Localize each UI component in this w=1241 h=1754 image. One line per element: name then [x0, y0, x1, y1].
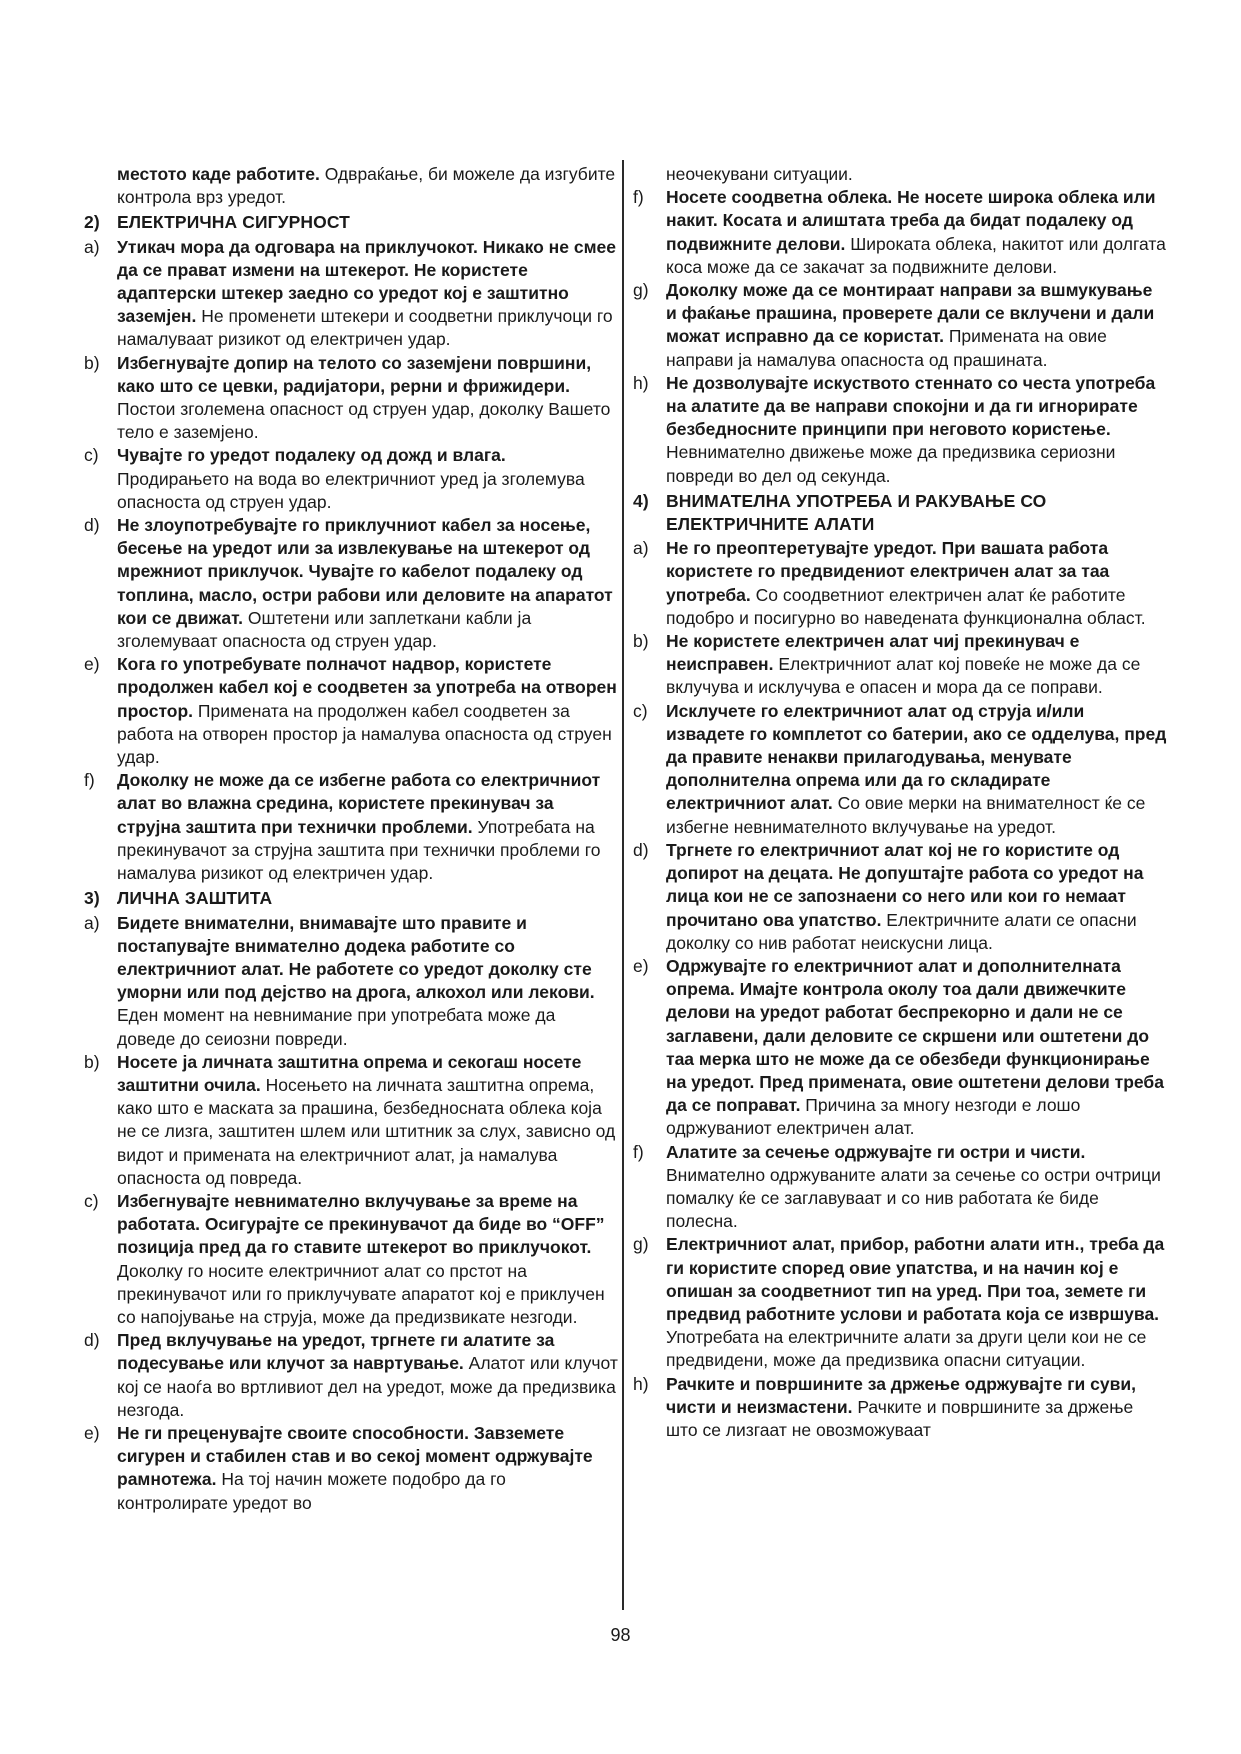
list-item: e) Кога го употребувате полначот надвор, користете продолжен кабел кој е соодветен за употреба на отворен простор. Примената на продолжен кабел соодветен за работа на отворен простор ја намалува опасноста од струен удар. [84, 654, 617, 768]
list-item: g) Доколку може да се монтираат направи за вшмукување и фаќање прашина, проверете дали се вклучени и дали можат исправно да се користат. Примената на овие направи ја намалува опасноста од прашината. [633, 280, 1155, 370]
list-item: a) Утикач мора да одговара на приклучокот. Никако не смее да се прават измени на штекерот. Не користете адаптерски штекер заедно со уредот кој е заштитно заземјен. Не променети штекери и соодветни приклучоци го намалуваат ризикот од електричен удар. [84, 236, 616, 350]
list-item: b) Избегнувајте допир на телото со заземјени површини, како што се цевки, радијатори, рерни и фрижидери. Постои зголемена опасност од струен удар, доколку Вашето тело е заземјено. [84, 352, 611, 443]
list-item: b) Не користете електричен алат чиј прекинувач е неисправен. Електричниот алат кој повеќе не може да се вклучува и исклучува е опасен и мора да се поправи. [633, 631, 1141, 698]
section-heading-personal-protection: 3) ЛИЧНА ЗАШТИТА [84, 888, 273, 909]
list-item: e) Не ги преценувајте своите способности. Завземете сигурен и стабилен став и во секој момент одржувајте рамнотежа. На тој начин можете подобро да го контролирате уредот во [84, 1422, 593, 1513]
list-item: h) Не дозволувајте искуството стеннато со честа употреба на алатите да ве направи спокојни и да ги игнорирате безбедносните принципи при неговото користење. Невнимателно движење може да предизвика сериозни повреди во дел од секунда. [633, 372, 1156, 486]
paragraph-continuation: местото каде работите. Одвраќање, би можеле да изгубите контрола врз уредот. [117, 164, 616, 208]
paragraph-continuation: неочекувани ситуации. [666, 164, 853, 184]
list-item: a) Не го преоптеретувајте уредот. При вашата работа користете го предвидениот електричен алат за таа употреба. Со соодветниот електричен алат ќе работите подобро и посигурно во наведената функционална област. [633, 538, 1146, 628]
list-item: c) Чувајте го уредот подалеку од дожд и влага. Продирањето на вода во електричниот уред ја зголемува опасноста од струен удар. [84, 445, 585, 512]
section-heading-electrical-safety: 2) ЕЛЕКТРИЧНА СИГУРНОСТ [84, 212, 350, 233]
list-item: c) Исклучете го електричниот алат од струја и/или извадете го комплетот со батерии, ако се одделува, пред да правите ненакви прилагодувања, менувате дополнителна опрема или да го складирате електричниот алат. Со овие мерки на внимателност ќе се избегне невнимателното вклучување на уредот. [633, 700, 1167, 837]
list-item: f) Доколку не може да се избегне работа со електричниот алат во влажна средина, користете прекинувач за струјна заштита при технички проблеми. Употребата на прекинувачот за струјна заштита при технички проблеми го намалува ризикот од електричен удар. [84, 770, 601, 884]
list-item: f) Носете соодветна облека. Не носете широка облека или накит. Косата и алиштата треба да бидат подалеку од подвижните делови. Широката облека, накитот или долгата коса може да се закачат за подвижните делови. [633, 187, 1166, 277]
list-item: f) Алатите за сечење одржувајте ги остри и чисти. Внимателно одржуваните алати за сечење со остри очтрици помалку ќе се заглавуваат и со нив работата ќе биде полесна. [633, 1141, 1161, 1232]
left-column [84, 163, 618, 1515]
list-item: b) Носете ја личната заштитна опрема и секогаш носете заштитни очила. Носењето на личната заштитна опрема, како што е маската за прашина, безбедносната облека која не се лизга, заштитен шлем или штитник за слух, зависно од видот и примената на електричниот алат, ја намалува опасноста од повреда. [84, 1051, 616, 1188]
list-item: e) Одржувајте го електричниот алат и дополнителната опрема. Имајте контрола околу тоа дали движечките делови на уредот работат беспрекорно и дали не се заглавени, дали деловите се скршени или оштетени до таа мерка што не може да се обезбеди функционирање на уредот. Пред примената, овие оштетени делови треба да се поправат. Причина за многу незгоди е лошо одржуваниот електричен алат. [633, 955, 1164, 1139]
list-item: g) Електричниот алат, прибор, работни алати итн., треба да ги користите според овие упатства, и на начин кој е опишан за соодветниот тип на уред. При тоа, земете ги предвид работните услови и работата која се извршува. Употребата на електричните алати за други цели кои не се предвидени, може да предизвика опасни ситуации. [633, 1234, 1165, 1371]
right-column [633, 163, 1167, 1442]
list-item: a) Бидете внимателни, внимавајте што правите и постапувајте внимателно додека работите со електричниот алат. Не работете со уредот доколку сте уморни или под дејство на дрога, алкохол или лекови. Еден момент на невнимание при употребата може да доведе до сеиозни повреди. [84, 912, 595, 1049]
list-item: d) Тргнете го електричниот алат кој не го користите од допирот на децата. Не допуштајте работа со уредот на лица кои не се запознаени со него или кои го немаат прочитано ова упатство. Електричните алати се опасни доколку со нив работат неискусни лица. [633, 839, 1144, 953]
list-item: d) Не злоупотребувајте го приклучниот кабел за носење, бесење на уредот или за извлекување на штекерот од мрежниот приклучок. Чувајте го кабелот подалеку од топлина, масло, остри рабови или деловите на апаратот кои се движат. Оштетени или заплеткани кабли ја зголемуваат опасноста од струен удар. [84, 515, 613, 652]
section-heading-careful-use: 4) ВНИМАТЕЛНА УПОТРЕБА И РАКУВАЊЕ СО ЕЛЕКТРИЧНИТЕ АЛАТИ [633, 490, 1047, 535]
page-number: 98 [610, 1625, 631, 1645]
list-item: c) Избегнувајте невнимателно вклучување за време на работата. Осигурајте се прекинувачот да биде во “OFF” позиција пред да го ставите штекерот во приклучокот. Доколку го носите електричниот алат со прстот на прекинувачот или го приклучувате апаратот кој е приклучен со напојување на струја, може да предизвикате незгоди. [84, 1190, 605, 1327]
list-item: d) Пред вклучување на уредот, тргнете ги алатите за подесување или клучот за навртување. Алатот или клучот кој се наоѓа во вртливиот дел на уредот, може да предизвика незгода. [84, 1330, 618, 1420]
column-divider [622, 160, 624, 1610]
list-item: h) Рачките и површините за држење одржувајте ги суви, чисти и неизмастени. Рачките и површините за држење што се лизгаат не овозможуваат [633, 1373, 1136, 1440]
